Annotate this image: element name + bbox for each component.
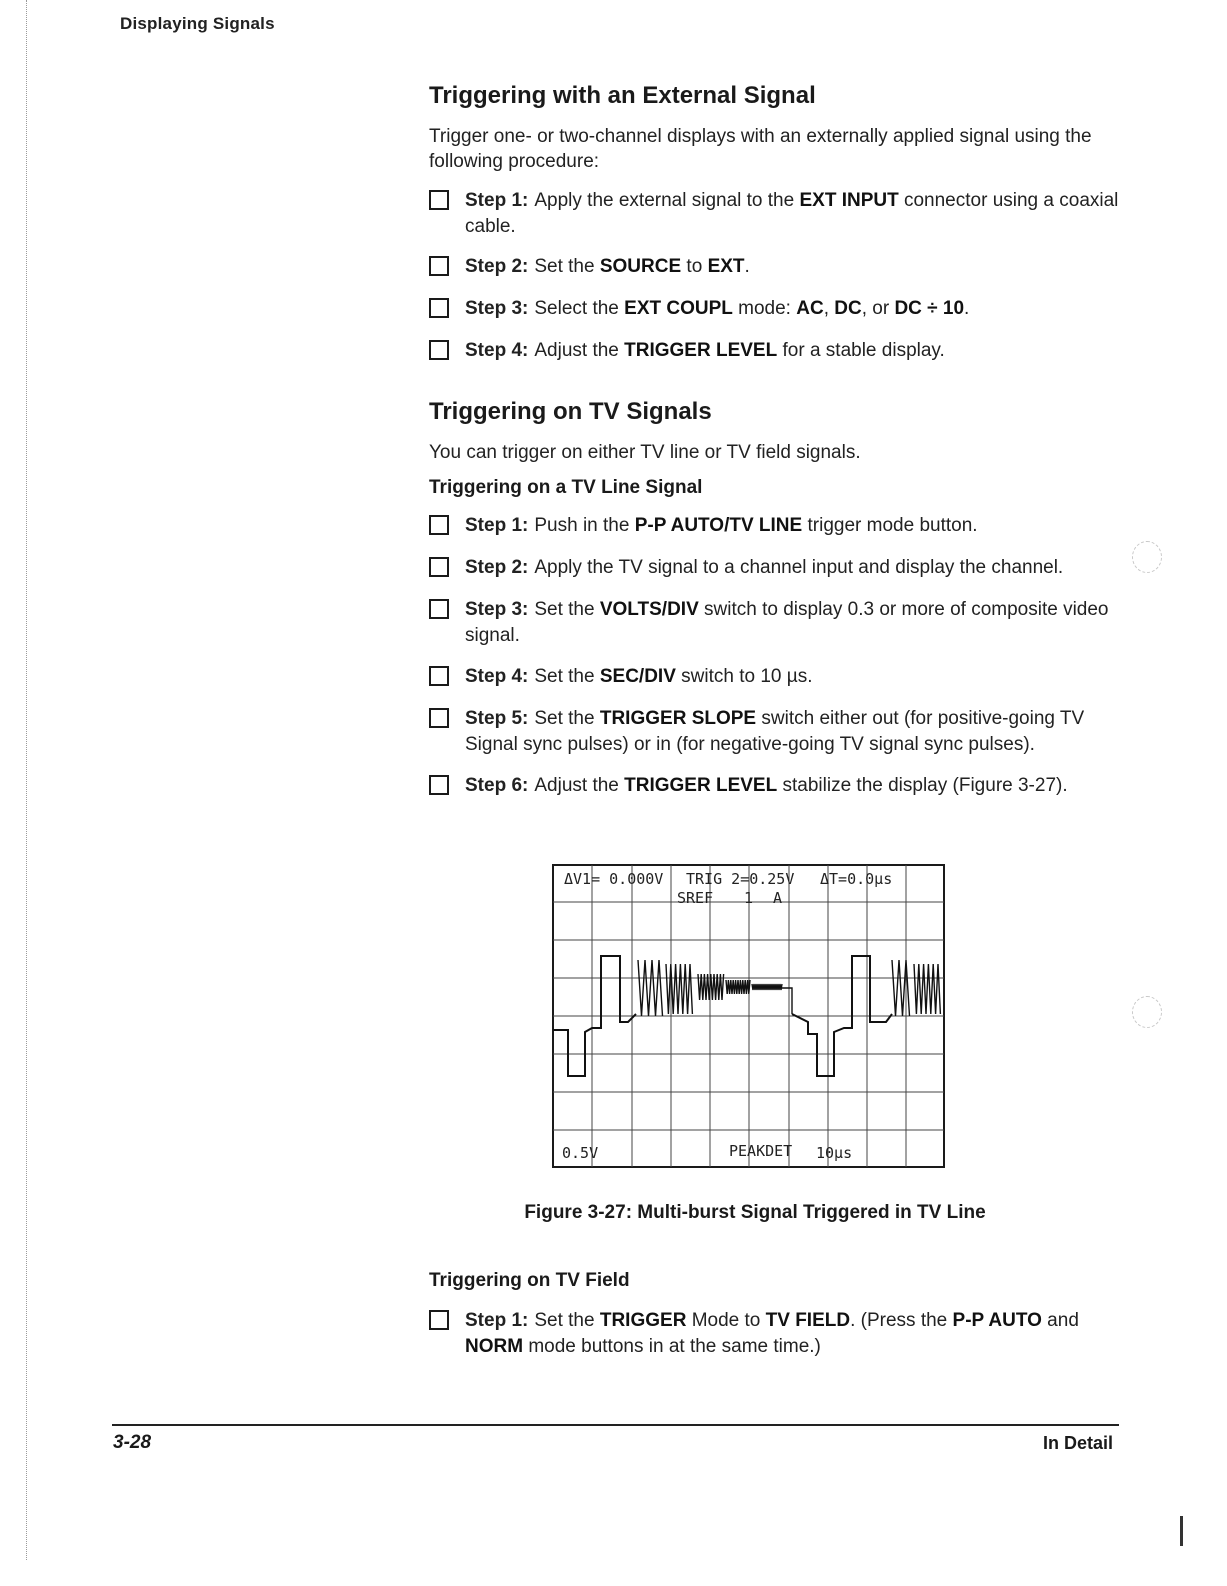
tv-field-block xyxy=(429,1270,1129,1360)
control-name: TV FIELD xyxy=(765,1310,851,1331)
control-name: EXT INPUT xyxy=(799,190,899,211)
step-label: Step 3: xyxy=(465,298,529,319)
step-item xyxy=(429,296,1129,322)
control-name: AC xyxy=(796,298,824,319)
checkbox-icon xyxy=(429,298,449,318)
readout-sref-trace: A xyxy=(773,889,783,907)
section-title-tv: Triggering on TV Signals xyxy=(429,398,712,425)
step-item xyxy=(429,773,1129,799)
step-item xyxy=(429,188,1129,240)
step-text: mode buttons in at the same time.) xyxy=(523,1336,821,1357)
readout-acq-mode: PEAKDET xyxy=(729,1142,793,1160)
step-text: stabilize the display (Figure 3-27). xyxy=(777,775,1068,796)
control-name: P-P AUTO/TV LINE xyxy=(634,515,803,536)
readout-volts-div: 0.5V xyxy=(562,1144,599,1162)
step-text: Set the xyxy=(534,708,600,729)
control-name: TRIGGER SLOPE xyxy=(599,708,757,729)
control-name: TRIGGER LEVEL xyxy=(624,775,778,796)
step-text: Set the xyxy=(534,1310,600,1331)
checkbox-icon xyxy=(429,599,449,619)
step-text: and xyxy=(1041,1310,1079,1331)
step-label: Step 4: xyxy=(465,340,529,361)
footer-section-name: In Detail xyxy=(1042,1433,1113,1453)
step-label: Step 3: xyxy=(465,599,529,620)
step-label: Step 1: xyxy=(465,190,529,211)
punch-hole-mark xyxy=(1132,541,1162,573)
page-number: 3-28 xyxy=(113,1432,152,1453)
step-text: Push in the xyxy=(534,515,635,536)
step-text: Select the xyxy=(534,298,625,319)
main-content xyxy=(429,82,1129,799)
punch-hole-mark xyxy=(1132,996,1162,1028)
step-item xyxy=(429,597,1129,649)
step-text: switch to display 0.3 or more of composite video signal. xyxy=(465,599,1109,646)
step-label: Step 5: xyxy=(465,708,529,729)
step-item xyxy=(429,513,1129,539)
step-text: Apply the TV signal to a channel input and display the channel. xyxy=(534,557,1064,578)
checkbox-icon xyxy=(429,1310,449,1330)
oscilloscope-screen xyxy=(552,864,945,1168)
step-label: Step 1: xyxy=(465,1310,529,1331)
figure-caption: Figure 3-27: Multi-burst Signal Triggered in TV Line xyxy=(524,1202,986,1223)
section-title-external: Triggering with an External Signal xyxy=(429,82,816,109)
checkbox-icon xyxy=(429,666,449,686)
step-text: Mode to xyxy=(686,1310,766,1331)
step-item xyxy=(429,254,1129,280)
step-text: Set the xyxy=(534,599,600,620)
checkbox-icon xyxy=(429,256,449,276)
control-name: SEC/DIV xyxy=(599,666,676,687)
step-item xyxy=(429,664,1129,690)
step-text: Adjust the xyxy=(534,340,625,361)
readout-sref-channel: 1 xyxy=(744,889,754,907)
edge-tick-mark xyxy=(1180,1516,1183,1546)
footer-rule xyxy=(112,1424,1119,1426)
checkbox-icon xyxy=(429,190,449,210)
readout-delta-v: ΔV1= 0.000V xyxy=(564,870,664,888)
subsection-title-tv-line: Triggering on a TV Line Signal xyxy=(429,477,703,498)
step-text: , or xyxy=(861,298,895,319)
checkbox-icon xyxy=(429,340,449,360)
step-text: , xyxy=(823,298,835,319)
control-name: SOURCE xyxy=(599,256,682,277)
step-text: switch either out (for positive-going TV Signal sync pulses) or in (for negative-going TV signal sync pulses). xyxy=(465,708,1085,755)
checkbox-icon xyxy=(429,775,449,795)
step-label: Step 2: xyxy=(465,557,529,578)
step-item xyxy=(429,338,1129,364)
subsection-title-tv-field: Triggering on TV Field xyxy=(429,1270,630,1291)
step-label: Step 6: xyxy=(465,775,529,796)
step-text: trigger mode button. xyxy=(802,515,978,536)
control-name: TRIGGER xyxy=(599,1310,687,1331)
oscilloscope-figure xyxy=(552,864,945,1168)
step-text: Set the xyxy=(534,256,600,277)
control-name: VOLTS/DIV xyxy=(599,599,699,620)
checkbox-icon xyxy=(429,708,449,728)
control-name: P-P AUTO xyxy=(952,1310,1042,1331)
step-item xyxy=(429,706,1129,758)
control-name: EXT COUPL xyxy=(624,298,733,319)
step-text: switch to 10 µs. xyxy=(675,666,813,687)
section-intro-tv: You can trigger on either TV line or TV field signals. xyxy=(429,442,861,463)
control-name: DC xyxy=(834,298,862,319)
checkbox-icon xyxy=(429,515,449,535)
step-text: for a stable display. xyxy=(777,340,945,361)
readout-delta-t: ΔT=0.0µs xyxy=(820,870,893,888)
step-text: mode: xyxy=(732,298,797,319)
checkbox-icon xyxy=(429,557,449,577)
step-label: Step 1: xyxy=(465,515,529,536)
step-text: . xyxy=(964,298,970,319)
binding-line xyxy=(26,0,27,1560)
section-intro-external: Trigger one- or two-channel displays with an externally applied signal using the following procedure: xyxy=(429,126,1092,172)
step-text: Set the xyxy=(534,666,600,687)
control-name: EXT xyxy=(707,256,745,277)
control-name: TRIGGER LEVEL xyxy=(624,340,778,361)
step-text: Apply the external signal to the xyxy=(534,190,800,211)
step-item xyxy=(429,1308,1129,1360)
running-head: Displaying Signals xyxy=(120,14,275,33)
step-text: Adjust the xyxy=(534,775,625,796)
step-text: connector using a coaxial cable. xyxy=(465,190,1119,237)
step-label: Step 2: xyxy=(465,256,529,277)
step-item xyxy=(429,555,1129,581)
step-label: Step 4: xyxy=(465,666,529,687)
step-text: . xyxy=(744,256,750,277)
step-text: to xyxy=(681,256,708,277)
control-name: NORM xyxy=(465,1336,524,1357)
step-text: . (Press the xyxy=(850,1310,953,1331)
readout-trig-level: TRIG 2=0.25V xyxy=(686,870,795,888)
control-name: DC ÷ 10 xyxy=(894,298,965,319)
readout-sec-div: 10µs xyxy=(816,1144,853,1162)
readout-sref: SREF xyxy=(677,889,714,907)
